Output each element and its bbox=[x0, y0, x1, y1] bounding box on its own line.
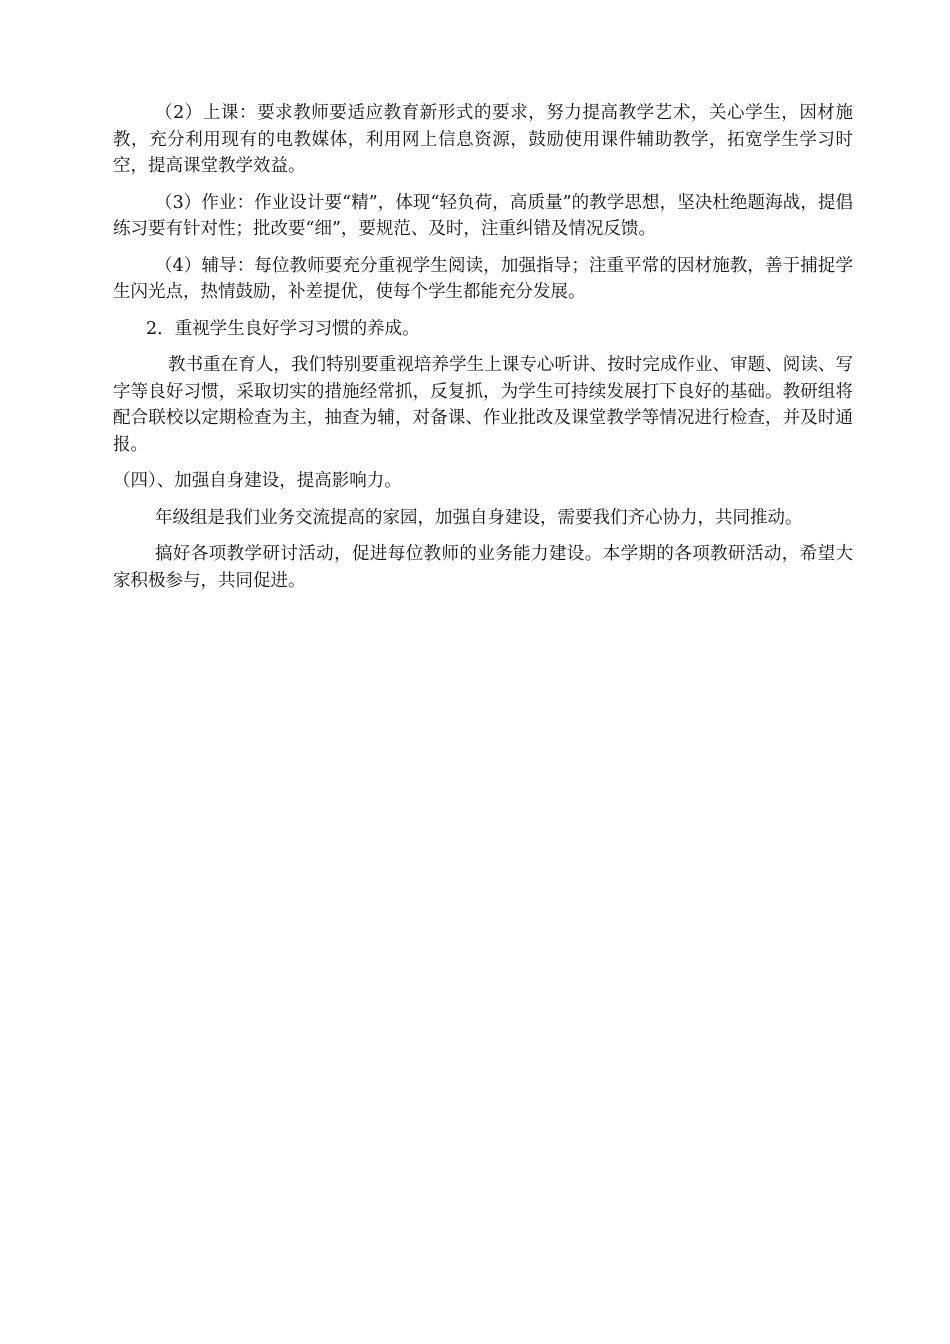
heading-self-building: （四）、加强自身建设，提高影响力。 bbox=[113, 471, 402, 491]
paragraph-study-habits: 教书重在育人，我们特别要重视培养学生上课专心听讲、按时完成作业、审题、阅读、写字等良好习惯，采取切实的措施经常抓，反复抓，为学生可持续发展打下良好的基础。教研组将配合联校以定期检查为主，抽查为辅，对备课、作业批改及课堂教学等情况进行检查，并及时通报。 bbox=[113, 355, 853, 455]
paragraph-class-teaching: （2）上课：要求教师要适应教育新形式的要求，努力提高教学艺术，关心学生，因材施教，充分利用现有的电教媒体，利用网上信息资源，鼓励使用课件辅助教学，拓宽学生学习时空，提高课堂教学效益。 bbox=[113, 103, 853, 176]
heading-study-habits: 2．重视学生良好学习习惯的养成。 bbox=[146, 318, 420, 339]
paragraph-homework: （3）作业：作业设计要“精”，体现“轻负荷，高质量”的教学思想，坚决杜绝题海战，提倡练习要有针对性；批改要“细”，要规范、及时，注重纠错及情况反馈。 bbox=[113, 192, 853, 239]
document-body bbox=[113, 100, 853, 604]
paragraph-grade-group: 年级组是我们业务交流提高的家园，加强自身建设，需要我们齐心协力，共同推动。 bbox=[155, 507, 803, 528]
paragraph-research-activities: 搞好各项教学研讨活动，促进每位教师的业务能力建设。本学期的各项教研活动，希望大家积极参与，共同促进。 bbox=[113, 544, 853, 591]
paragraph-tutoring: （4）辅导：每位教师要充分重视学生阅读，加强指导；注重平常的因材施教，善于捕捉学生闪光点，热情鼓励，补差提优，使每个学生都能充分发展。 bbox=[113, 255, 853, 302]
